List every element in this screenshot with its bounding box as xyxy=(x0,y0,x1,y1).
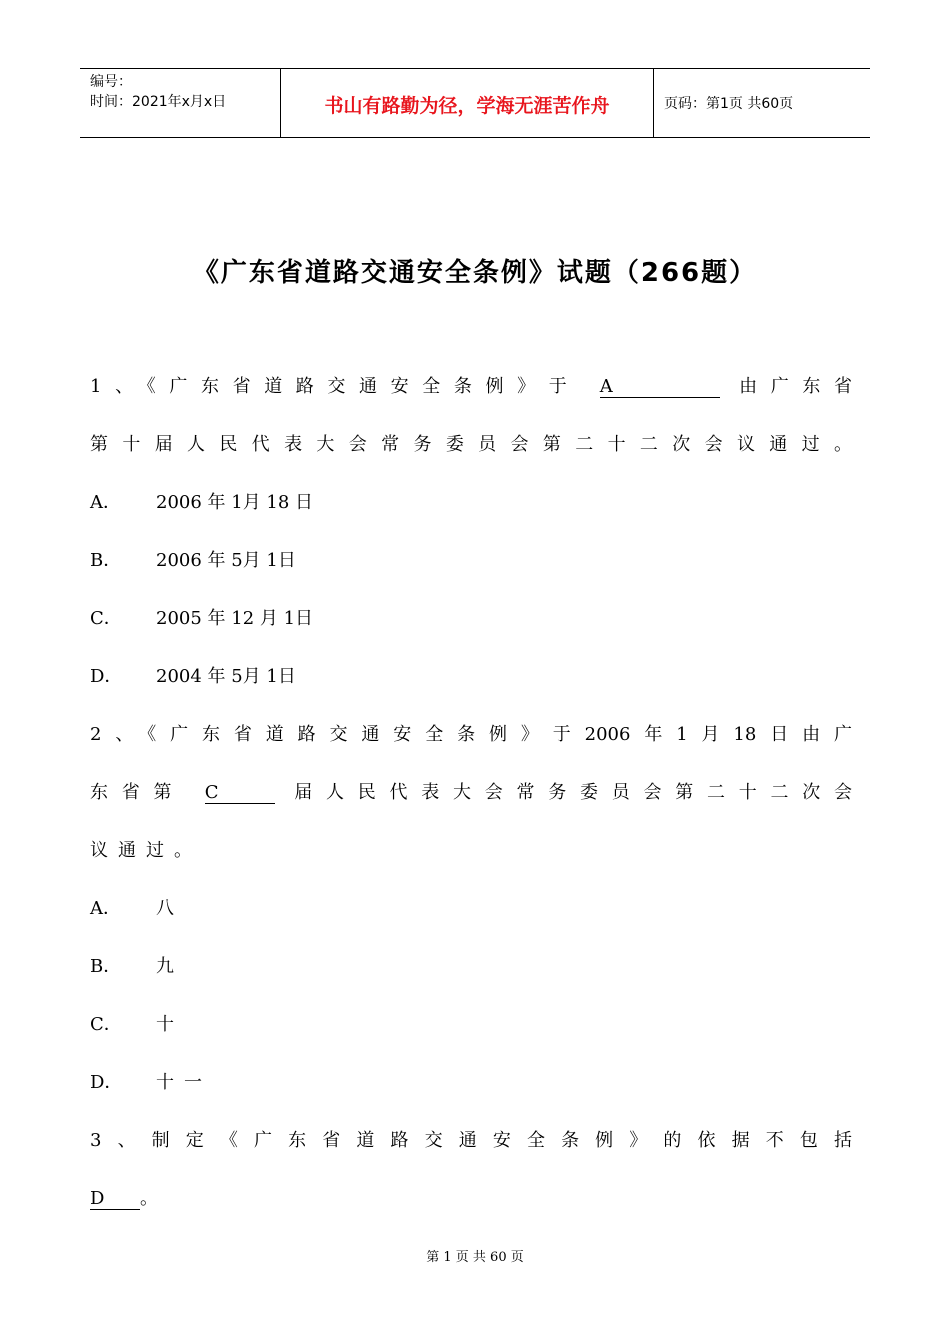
question-2-option-c xyxy=(90,1010,852,1036)
page-header xyxy=(80,68,870,138)
option-text: 2006 年 5月 1日 xyxy=(156,550,296,571)
option-label: C． xyxy=(90,608,122,629)
question-3-tail: 。 xyxy=(140,1188,158,1209)
question-2-answer-blank: C xyxy=(205,783,275,804)
doc-date-label: 时间：2021年x月x日 xyxy=(90,94,227,110)
option-label: C． xyxy=(90,1014,122,1035)
question-3-line-1: 3、制定《广东省道路交通安全条例》的依据不包括 xyxy=(90,1130,852,1151)
question-1-stem: 1、《广东省道路交通安全条例》于 xyxy=(90,376,581,397)
question-2-option-b xyxy=(90,952,852,978)
question-1-option-d xyxy=(90,662,852,688)
option-text: 2004 年 5月 1日 xyxy=(156,666,296,687)
question-1-option-b xyxy=(90,546,852,572)
header-motto-cell xyxy=(281,69,654,137)
question-1-line-2: 第十届人民代表大会常务委员会第二十二次会议通过。 xyxy=(90,434,852,455)
option-text: 2006 年 1月 18 日 xyxy=(156,492,314,513)
option-text: 九 xyxy=(156,956,174,977)
option-label: D． xyxy=(90,1072,123,1093)
question-2-line-1: 2、《广东省道路交通安全条例》于2006年1月18日由广 xyxy=(90,724,852,745)
question-2-stem: 东省第 xyxy=(90,782,186,803)
option-label: A． xyxy=(90,492,121,513)
question-2-line-3: 议通过。 xyxy=(90,840,202,861)
question-3-answer-blank: D xyxy=(90,1189,140,1210)
header-page-cell xyxy=(654,69,870,137)
header-page-number: 页码：第1页 共60页 xyxy=(664,96,794,112)
question-2-option-a xyxy=(90,894,852,920)
question-2-line-2 xyxy=(90,778,852,804)
option-text: 八 xyxy=(156,898,174,919)
question-2-option-d xyxy=(90,1068,852,1094)
option-text: 2005 年 12 月 1日 xyxy=(156,608,314,629)
question-1-line-1 xyxy=(90,372,852,398)
doc-number-label: 编号： xyxy=(90,74,132,90)
question-2-stem-cont: 届人民代表大会常务委员会第二十二次会 xyxy=(294,782,853,803)
question-1-option-a xyxy=(90,488,852,514)
option-text: 十 xyxy=(156,1014,174,1035)
option-label: D． xyxy=(90,666,123,687)
question-1-option-c xyxy=(90,604,852,630)
option-text: 十一 xyxy=(156,1072,212,1093)
header-motto: 书山有路勤为径，学海无涯苦作舟 xyxy=(324,95,610,117)
option-label: A． xyxy=(90,898,121,919)
option-label: B． xyxy=(90,550,122,571)
question-3-line-2 xyxy=(90,1184,852,1210)
header-meta xyxy=(80,69,281,137)
option-label: B． xyxy=(90,956,122,977)
question-1-answer-blank: A xyxy=(600,377,720,398)
page-footer: 第 1 页 共 60 页 xyxy=(426,1250,524,1265)
document-title: 《广东省道路交通安全条例》试题（266题） xyxy=(192,258,758,288)
question-1-stem-cont: 由广东省 xyxy=(739,376,853,397)
